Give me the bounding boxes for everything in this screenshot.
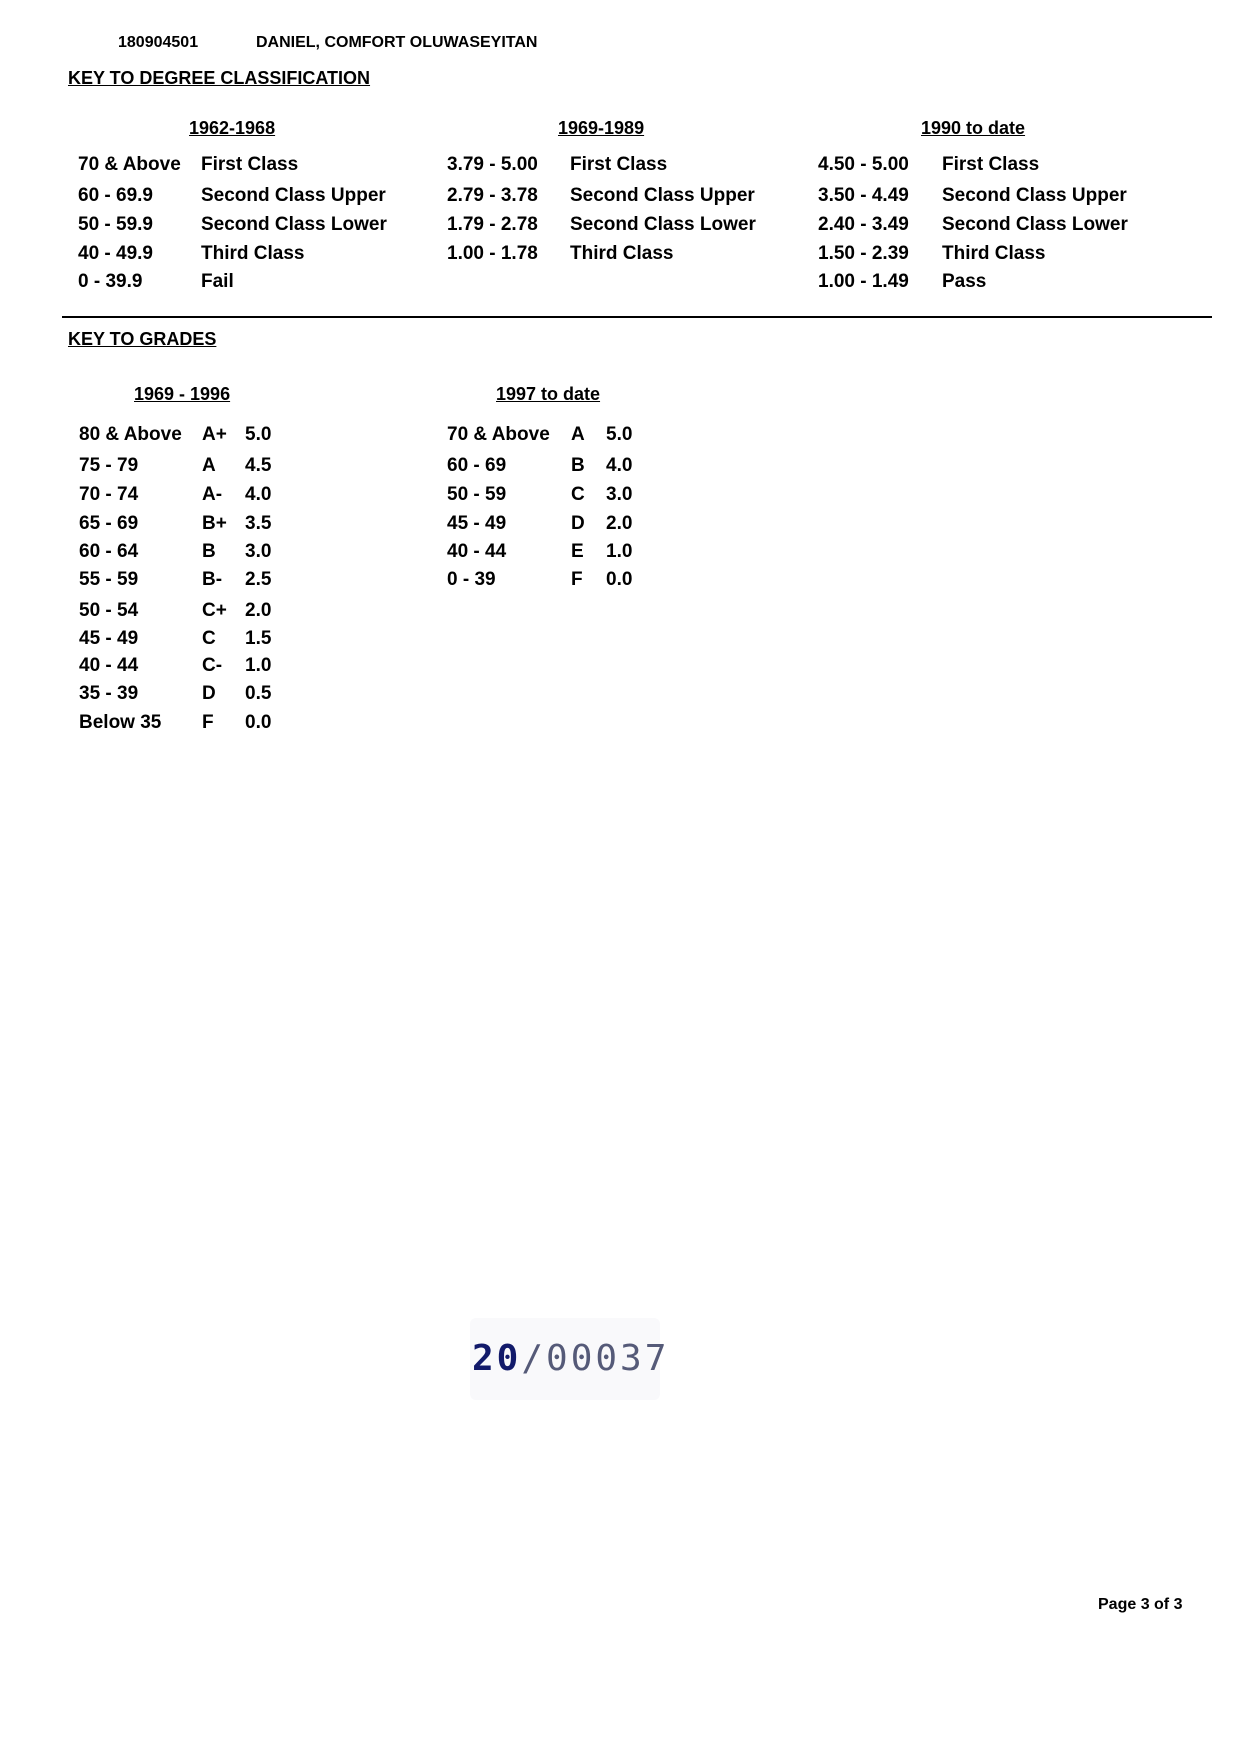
degree-period-1990-to-date: 1990 to date (921, 118, 1026, 138)
grade-letter: F (571, 569, 583, 590)
grade-range: 50 - 54 (79, 600, 139, 621)
degree-class: Second Class Lower (570, 214, 756, 235)
degree-range: 0 - 39.9 (78, 271, 143, 292)
stamp-part-a: 20 (472, 1338, 522, 1379)
degree-range: 1.79 - 2.78 (447, 214, 538, 235)
degree-class: Fail (201, 271, 234, 292)
grade-point: 0.0 (606, 569, 633, 590)
grades-period-1969-1996: 1969 - 1996 (134, 384, 231, 404)
grade-point: 1.5 (245, 628, 272, 649)
grade-range: Below 35 (79, 712, 162, 733)
grade-point: 0.5 (245, 683, 272, 704)
grade-range: 70 & Above (447, 424, 550, 445)
grade-letter: A+ (202, 424, 227, 445)
degree-range: 4.50 - 5.00 (818, 154, 909, 175)
serial-stamp (472, 1338, 669, 1379)
grade-range: 75 - 79 (79, 455, 139, 476)
degree-class: Third Class (570, 243, 674, 264)
degree-class: Second Class Upper (942, 185, 1127, 206)
grade-range: 40 - 44 (447, 541, 507, 562)
grade-letter: B (571, 455, 585, 476)
grade-point: 5.0 (606, 424, 633, 445)
degree-range: 3.50 - 4.49 (818, 185, 909, 206)
degree-class: Third Class (201, 243, 305, 264)
grade-point: 0.0 (245, 712, 272, 733)
grade-letter: B- (202, 569, 223, 590)
degree-range: 1.00 - 1.78 (447, 243, 538, 264)
student-name: DANIEL, COMFORT OLUWASEYITAN (256, 34, 538, 51)
grade-point: 4.0 (606, 455, 633, 476)
grade-range: 50 - 59 (447, 484, 507, 505)
grade-range: 65 - 69 (79, 513, 139, 534)
grade-range: 35 - 39 (79, 683, 139, 704)
page-number: Page 3 of 3 (1098, 1596, 1183, 1613)
grade-letter: F (202, 712, 214, 733)
degree-class: Third Class (942, 243, 1046, 264)
grade-letter: B+ (202, 513, 227, 534)
grade-range: 60 - 69 (447, 455, 507, 476)
grade-point: 4.5 (245, 455, 272, 476)
grade-range: 55 - 59 (79, 569, 139, 590)
grade-range: 60 - 64 (79, 541, 139, 562)
grade-point: 4.0 (245, 484, 272, 505)
grades-period-1997-to-date: 1997 to date (496, 384, 601, 404)
grade-point: 1.0 (245, 655, 272, 676)
grade-point: 2.5 (245, 569, 272, 590)
degree-class: First Class (201, 154, 299, 175)
degree-period-1969-1989: 1969-1989 (558, 118, 645, 138)
degree-class: First Class (570, 154, 668, 175)
grade-letter: E (571, 541, 584, 562)
grade-point: 5.0 (245, 424, 272, 445)
grade-letter: A (571, 424, 585, 445)
grade-range: 45 - 49 (447, 513, 507, 534)
degree-class: Pass (942, 271, 987, 292)
degree-class: Second Class Upper (201, 185, 386, 206)
degree-range: 2.79 - 3.78 (447, 185, 538, 206)
grade-letter: C (571, 484, 585, 505)
grade-letter: B (202, 541, 216, 562)
degree-range: 70 & Above (78, 154, 181, 175)
grade-letter: C- (202, 655, 223, 676)
degree-range: 40 - 49.9 (78, 243, 153, 264)
stamp-part-b: /00037 (521, 1338, 670, 1379)
degree-range: 1.00 - 1.49 (818, 271, 909, 292)
grade-point: 1.0 (606, 541, 633, 562)
degree-classification-title: KEY TO DEGREE CLASSIFICATION (68, 68, 371, 88)
grade-letter: C (202, 628, 216, 649)
grade-range: 45 - 49 (79, 628, 139, 649)
grade-point: 2.0 (606, 513, 633, 534)
grade-range: 70 - 74 (79, 484, 139, 505)
grade-letter: A (202, 455, 216, 476)
grade-range: 80 & Above (79, 424, 182, 445)
grade-letter: D (202, 683, 216, 704)
grade-letter: C+ (202, 600, 227, 621)
grade-letter: A- (202, 484, 223, 505)
degree-period-1962-1968: 1962-1968 (189, 118, 276, 138)
degree-range: 60 - 69.9 (78, 185, 153, 206)
degree-range: 50 - 59.9 (78, 214, 153, 235)
grade-letter: D (571, 513, 585, 534)
grade-point: 2.0 (245, 600, 272, 621)
grade-point: 3.0 (606, 484, 633, 505)
section-divider (62, 316, 1212, 318)
grades-title: KEY TO GRADES (68, 329, 217, 349)
degree-range: 1.50 - 2.39 (818, 243, 909, 264)
degree-class: Second Class Lower (201, 214, 387, 235)
degree-class: First Class (942, 154, 1040, 175)
grade-range: 0 - 39 (447, 569, 496, 590)
degree-range: 2.40 - 3.49 (818, 214, 909, 235)
degree-range: 3.79 - 5.00 (447, 154, 538, 175)
grade-range: 40 - 44 (79, 655, 139, 676)
degree-class: Second Class Lower (942, 214, 1128, 235)
grade-point: 3.5 (245, 513, 272, 534)
student-id: 180904501 (118, 34, 199, 51)
grade-point: 3.0 (245, 541, 272, 562)
degree-class: Second Class Upper (570, 185, 755, 206)
